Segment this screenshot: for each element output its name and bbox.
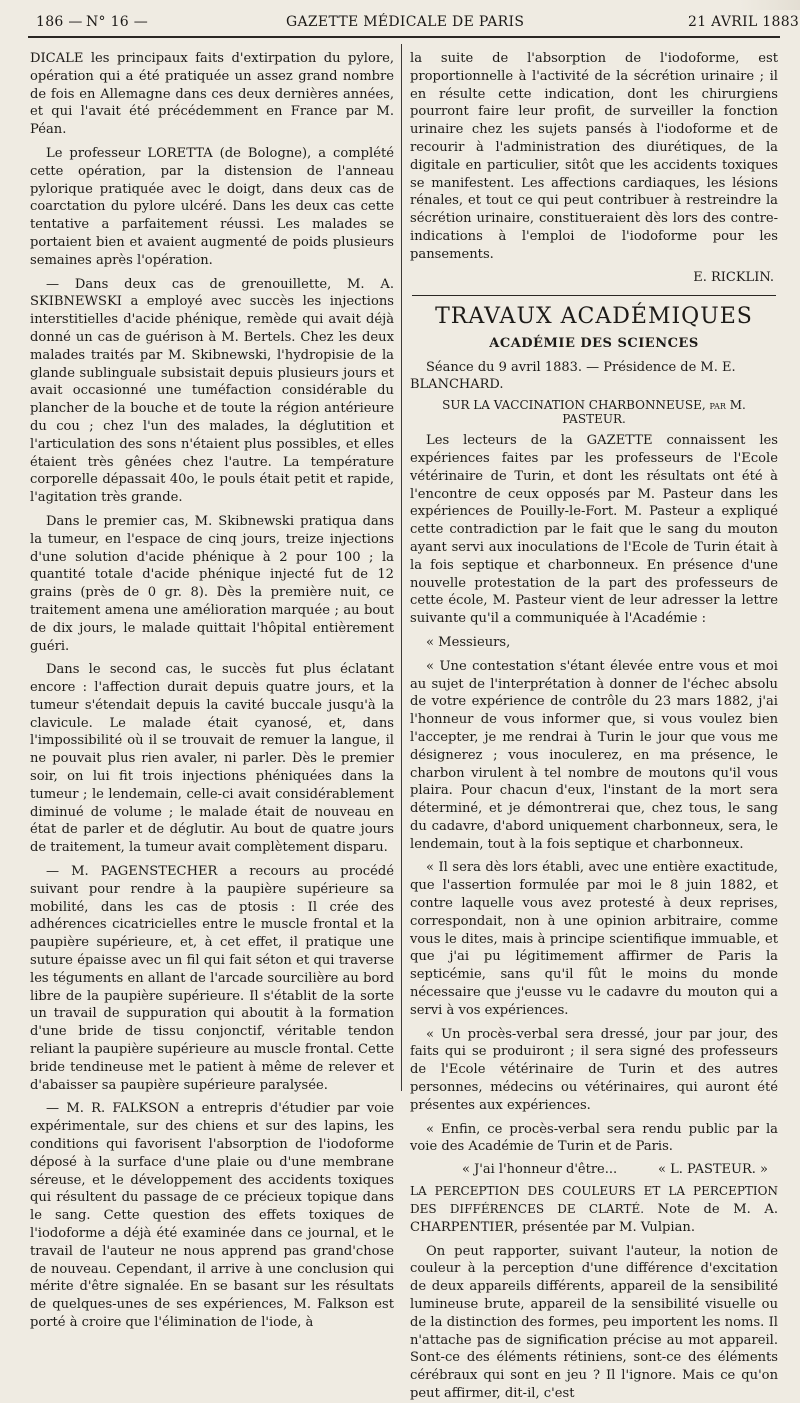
paragraph: la suite de l'absorption de l'iodoforme, est proportionnelle à l'activité de la sécrétion urinaire ; il en résulte cette indication, dont les chirurgiens pourront faire leur profit, de surveiller la fonction urinaire chez les sujets pansés à l'iodoforme et de recourir à l'administration des diurétiques, de la digitale en particulier, sitôt que les accidents toxiques se manifestent. Les affections cardiaques, les lésions rénales, et tout ce qui peut contribuer à restreindre la sécrétion urinaire, constitueraient dès lors des contre-indications à l'emploi de l'iodoforme pour les pansements. xyxy=(410,51,778,262)
letter-closing xyxy=(410,1162,778,1177)
section-title: TRAVAUX ACADÉMIQUES xyxy=(435,303,753,329)
left-column xyxy=(30,50,394,1330)
paragraph: Dans le premier cas, M. Skibnewski pratiqua dans la tumeur, en l'espace de cinq jours, treize injections d'une solution d'acide phénique à 2 pour 100 ; la quantité totale d'acide phénique injecté fut de 12 grains (près de 0 gr. 8). Dès la première nuit, ce traitement amena une amélioration marquée ; au bout de dix jours, le malade quittait l'hôpital entièrement guéri. xyxy=(30,513,394,654)
paragraph: DICALE les principaux faits d'extirpation du pylore, opération qui a été pratiquée un assez grand nombre de fois en Allemagne dans ces deux dernières années, et qui l'avait été précédemment en France par M. Péan. xyxy=(30,51,394,138)
article-title: LA PERCEPTION DES COULEURS ET LA PERCEPTION DES DIFFÉRENCES DE CLARTÉ. xyxy=(410,1184,778,1217)
scan-edge xyxy=(740,0,800,10)
paragraph: — M. R. FALKSON a entrepris d'étudier par voie expérimentale, sur des chiens et sur des lapins, les conditions qui favorisent l'absorption de l'iodoforme déposé à la surface d'une plaie ou d'une membrane séreuse, et le développement des accidents toxiques qui résultent du passage de ce précieux topique dans le sang. Cette question des effets toxiques de l'iodoforme a déjà été examinée dans ce journal, et le travail de l'auteur ne nous apprend pas grand'chose de nouveau. Cependant, il arrive à une conclusion qui mérite d'être signalée. En se basant sur les résultats de quelques-unes de ses expériences, M. Falkson est porté à croire que l'élimination de l'iode, à xyxy=(30,1101,394,1330)
closing-formula: « J'ai l'honneur d'être... xyxy=(462,1162,618,1178)
paragraph: — Dans deux cas de grenouillette, M. A. SKIBNEWSKI a employé avec succès les injections interstitielles d'acide phénique, remède qui avait déjà donné un cas de guérison à M. Bertels. Chez les deux malades traités par M. Skibnewski, l'hydropisie de la glande sublinguale subsistait depuis plusieurs jours et avait occasionné une tuméfaction considérable du plancher de la bouche et de toute la région antérieure du cou ; chez l'un des malades, la déglutition et l'articulation des sons n'étaient plus possibles, et elles étaient très gênées chez l'autre. La température corporelle dépassait 40o, le pouls était petit et rapide, l'agitation très grande. xyxy=(30,276,394,506)
paragraph: Dans le second cas, le succès fut plus éclatant encore : l'affection durait depuis quatre jours, et la tumeur s'étendait depuis la cavité buccale jusqu'à la clavicule. Le malade était cyanosé, et, dans l'impossibilité où il se trouvait de remuer la langue, il ne pouvait plus rien avaler, ni parler. Dès le premier soir, on lui fit trois injections phéniquées dans la tumeur ; le lendemain, celle-ci avait considérablement diminué de volume ; le malade était de nouveau en état de parler et de déglutir. Au bout de quatre jours de traitement, la tumeur avait complètement disparu. xyxy=(30,662,394,856)
issue-number: N° 16 — xyxy=(86,14,149,30)
closing-signature: « L. PASTEUR. » xyxy=(658,1162,768,1178)
journal-title: GAZETTE MÉDICALE DE PARIS xyxy=(286,14,525,30)
article-byline: Note de M. A. CHARPENTIER, présentée par M. Vulpian. xyxy=(410,1202,778,1235)
section-rule xyxy=(412,295,776,296)
paragraph: « Une contestation s'étant élevée entre vous et moi au sujet de l'interprétation à donner de l'échec absolu de votre expérience de contrôle du 23 mars 1882, j'ai l'honneur de vous informer que, si vous voulez bien l'accepter, je me rendrai à Turin le jour que vous me désignerez ; vous inoculerez, en ma présence, le charbon virulent à tel nombre de moutons qu'il vous plaira. Pour chacun d'eux, l'instant de la mort sera déterminé, et je démontrerai que, chez tous, le sang du cadavre, d'abord uniquement charbonneux, sera, le lendemain, tout à la fois septique et charbonneux. xyxy=(410,658,778,852)
article-heading xyxy=(410,1183,778,1236)
header-rule xyxy=(28,36,780,38)
letter-salutation: « Messieurs, xyxy=(426,634,511,650)
issue-date: 21 AVRIL 1883 xyxy=(688,14,800,30)
page-number: 186 — xyxy=(36,14,83,30)
author-signature: E. RICKLIN. xyxy=(693,269,774,285)
paragraph: Le professeur LORETTA (de Bologne), a complété cette opération, par la distension de l'anneau pylorique pratiquée avec le doigt, dans deux cas de coarctation du pylore ulcéré. Dans les deux cas cette tentative a parfaitement réussi. Les malades se portaient bien et avaient augmenté de poids plusieurs semaines après l'opération. xyxy=(30,145,394,268)
paragraph: « Il sera dès lors établi, avec une entière exactitude, que l'assertion formulée par moi le 8 juin 1882, et contre laquelle vous avez protesté à deux reprises, correspondait, non à une opinion arbitraire, comme vous le dites, mais à principe scientifique immuable, et que j'ai pu légitimement affirmer de Paris la septicémie, sans qu'il fût le moins du monde nécessaire que j'eusse vu le cadavre du mouton qui a servi à vos expériences. xyxy=(410,860,778,1018)
paragraph: Les lecteurs de la GAZETTE connaissent les expériences faites par les professeurs de l'Ecole vétérinaire de Turin, et dont les résultats ont été à l'encontre de ceux opposés par M. Pasteur dans les expériences de Pouilly-le-Fort. M. Pasteur a expliqué cette contradiction par le fait que le sang du mouton ayant servi aux inoculations de l'Ecole de Turin était à la fois septique et charbonneux. En présence d'une nouvelle protestation de la part des professeurs de cette école, M. Pasteur vient de leur adresser la lettre suivante qu'il a communiquée à l'Académie : xyxy=(410,433,778,627)
paragraph: « Un procès-verbal sera dressé, jour par jour, des faits qui se produiront ; il sera signé des professeurs de l'Ecole vétérinaire de Turin et des autres personnes, médecins ou vétérinaires, qui auront été présentes aux expériences. xyxy=(410,1026,778,1113)
column-divider xyxy=(401,44,402,1091)
academy-title: ACADÉMIE DES SCIENCES xyxy=(489,335,699,351)
right-column xyxy=(410,50,778,1401)
paragraph: « Enfin, ce procès-verbal sera rendu public par la voie des Académie de Turin et de Paris. xyxy=(410,1121,778,1155)
article-subtitle: SUR LA VACCINATION CHARBONNEUSE, par M. PASTEUR. xyxy=(442,398,746,427)
session-line: Séance du 9 avril 1883. — Présidence de M. E. BLANCHARD. xyxy=(410,359,736,393)
paragraph: — M. PAGENSTECHER a recours au procédé suivant pour rendre à la paupière supérieure sa mobilité, dans les cas de ptosis : Il crée des adhérences cicatricielles entre le muscle frontal et la paupière supérieure, et, à cet effet, il pratique une suture épaisse avec un fil qui fait séton et qui traverse les téguments en allant de l'arcade sourcilière au bord libre de la paupière supérieure. Il s'établit de la sorte un travail de suppuration qui aboutit à la formation d'une bride de tissu conjonctif, véritable tendon reliant la paupière supérieure au muscle frontal. Cette bride tendineuse met le patient à même de relever et d'abaisser sa paupière supérieure paralysée. xyxy=(30,864,394,1093)
page-header xyxy=(0,14,800,36)
paragraph: On peut rapporter, suivant l'auteur, la notion de couleur à la perception d'une différence d'excitation de deux appareils différents, appareil de la sensibilité lumineuse brute, appareil de la sensibilité visuelle ou de la distinction des formes, peu importent les noms. Il n'attache pas de signification précise au mot appareil. Sont-ce des éléments rétiniens, sont-ce des éléments cérébraux qui sont en jeu ? Il l'ignore. Mais ce qu'on peut affirmer, dit-il, c'est xyxy=(410,1243,778,1401)
